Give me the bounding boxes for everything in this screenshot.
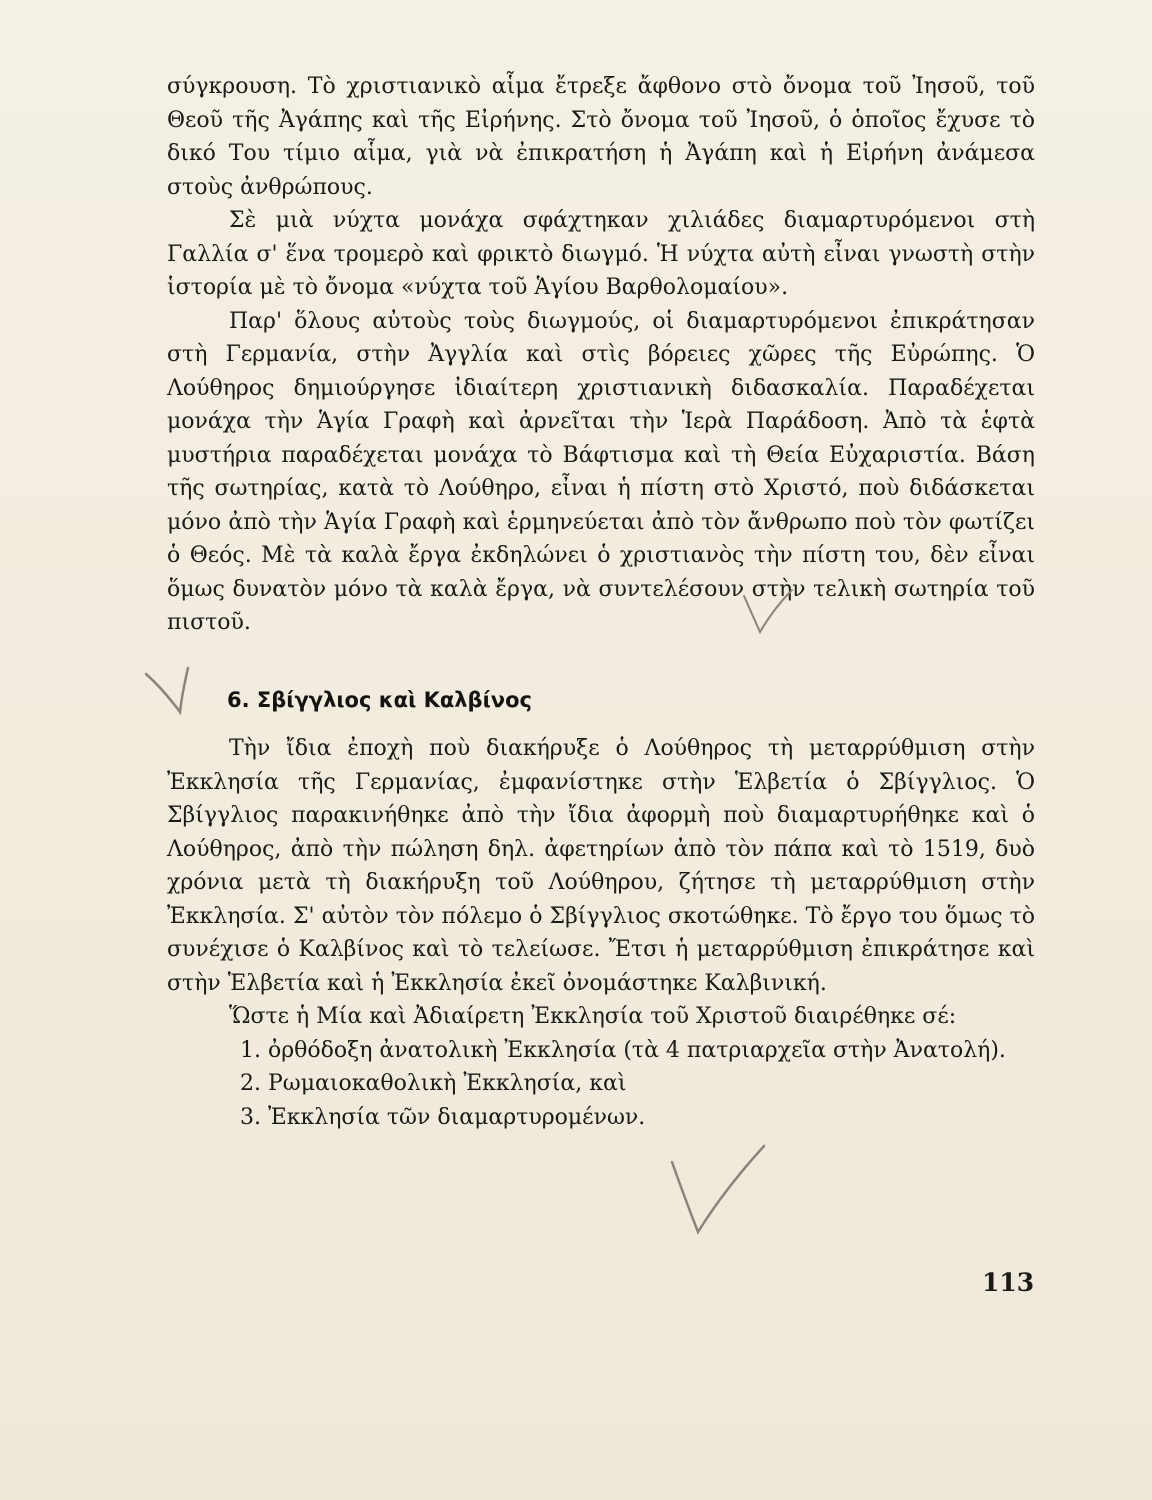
paragraph: Τὴν ἴδια ἐποχὴ ποὺ διακήρυξε ὁ Λούθηρος τὴ μεταρρύθμιση στὴν Ἐκκλησία τῆς Γερμανίας, ἐμφανίστηκε στὴν Ἑλβετία ὁ Σβίγγλιος. Ὁ Σβίγγλιος παρακινήθηκε ἀπὸ τὴν ἴδια ἀφορμὴ ποὺ διαμαρτυρήθηκε καὶ ὁ Λούθηρος, ἀπὸ τὴν πώληση δηλ. ἀφετηρίων ἀπὸ τὸν πάπα καὶ τὸ 1519, δυὸ χρόνια μετὰ τὴ διακήρυξη τοῦ Λούθηρου, ζήτησε τὴ μεταρρύθμιση στὴν Ἐκκλησία. Σ' αὐτὸν τὸν πόλεμο ὁ Σβίγγλιος σκοτώθηκε. Τὸ ἔργο του ὅμως τὸ συνέχισε ὁ Καλβίνος καὶ τὸ τελείωσε. Ἔτσι ἡ μεταρρύθμιση ἐπικράτησε καὶ στὴν Ἑλβετία καὶ ἡ Ἐκκλησία ἐκεῖ ὀνομάστηκε Καλβινική. xyxy=(167,736,1035,996)
paragraph: Σὲ μιὰ νύχτα μονάχα σφάχτηκαν χιλιάδες διαμαρτυρόμενοι στὴ Γαλλία σ' ἕνα τρομερὸ καὶ φρικτὸ διωγμό. Ἡ νύχτα αὐτὴ εἶναι γνωστὴ στὴν ἱστορία μὲ τὸ ὄνομα «νύχτα τοῦ Ἁγίου Βαρθολομαίου». xyxy=(167,208,1035,300)
section-heading: 6. Σβίγγλιος καὶ Καλβίνος xyxy=(227,688,532,712)
paragraph: σύγκρουση. Τὸ χριστιανικὸ αἷμα ἔτρεξε ἄφθονο στὸ ὄνομα τοῦ Ἰησοῦ, τοῦ Θεοῦ τῆς Ἀγάπης καὶ τῆς Εἰρήνης. Στὸ ὄνομα τοῦ Ἰησοῦ, ὁ ὁποῖος ἔχυσε τὸ δικό Του τίμιο αἷμα, γιὰ νὰ ἐπικρατήση ἡ Ἀγάπη καὶ ἡ Εἰρήνη ἀνάμεσα στοὺς ἀνθρώπους. xyxy=(167,74,1035,200)
text-block-top xyxy=(167,70,1035,640)
handwritten-check-mark xyxy=(140,664,210,724)
list-item: 2. Ρωμαιοκαθολικὴ Ἐκκλησία, καὶ xyxy=(240,1071,627,1096)
list-item: 3. Ἐκκλησία τῶν διαμαρτυρομένων. xyxy=(240,1104,646,1130)
paragraph: Ὥστε ἡ Μία καὶ Ἀδιαίρετη Ἐκκλησία τοῦ Χριστοῦ διαιρέθηκε σέ: xyxy=(229,1004,957,1029)
text-block-bottom xyxy=(167,732,1035,1134)
page-number: 113 xyxy=(982,1268,1035,1297)
list-item: 1. ὀρθόδοξη ἀνατολικὴ Ἐκκλησία (τὰ 4 πατριαρχεῖα στὴν Ἀνατολή). xyxy=(240,1037,1006,1063)
paragraph: Παρ' ὅλους αὐτοὺς τοὺς διωγμούς, οἱ διαμαρτυρόμενοι ἐπικράτησαν στὴ Γερμανία, στὴν Ἀγγλία καὶ στὶς βόρειες χῶρες τῆς Εὐρώπης. Ὁ Λούθηρος δημιούργησε ἰδιαίτερη χριστιανικὴ διδασκαλία. Παραδέχεται μονάχα τὴν Ἁγία Γραφὴ καὶ ἀρνεῖται τὴν Ἱερὰ Παράδοση. Ἀπὸ τὰ ἑφτὰ μυστήρια παραδέχεται μονάχα τὸ Βάφτισμα καὶ τὴ Θεία Εὐχαριστία. Βάση τῆς σωτηρίας, κατὰ τὸ Λούθηρο, εἶναι ἡ πίστη στὸ Χριστό, ποὺ διδάσκεται μόνο ἀπὸ τὴν Ἁγία Γραφὴ καὶ ἑρμηνεύεται ἀπὸ τὸν ἄνθρωπο ποὺ τὸν φωτίζει ὁ Θεός. Μὲ τὰ καλὰ ἔργα ἐκδηλώνει ὁ χριστιανὸς τὴν πίστη του, δὲν εἶναι ὅμως δυνατὸν μόνο τὰ καλὰ ἔργα, νὰ συντελέσουν στὴν τελικὴ σωτηρία τοῦ πιστοῦ. xyxy=(167,308,1035,635)
handwritten-check-mark xyxy=(664,1140,774,1240)
